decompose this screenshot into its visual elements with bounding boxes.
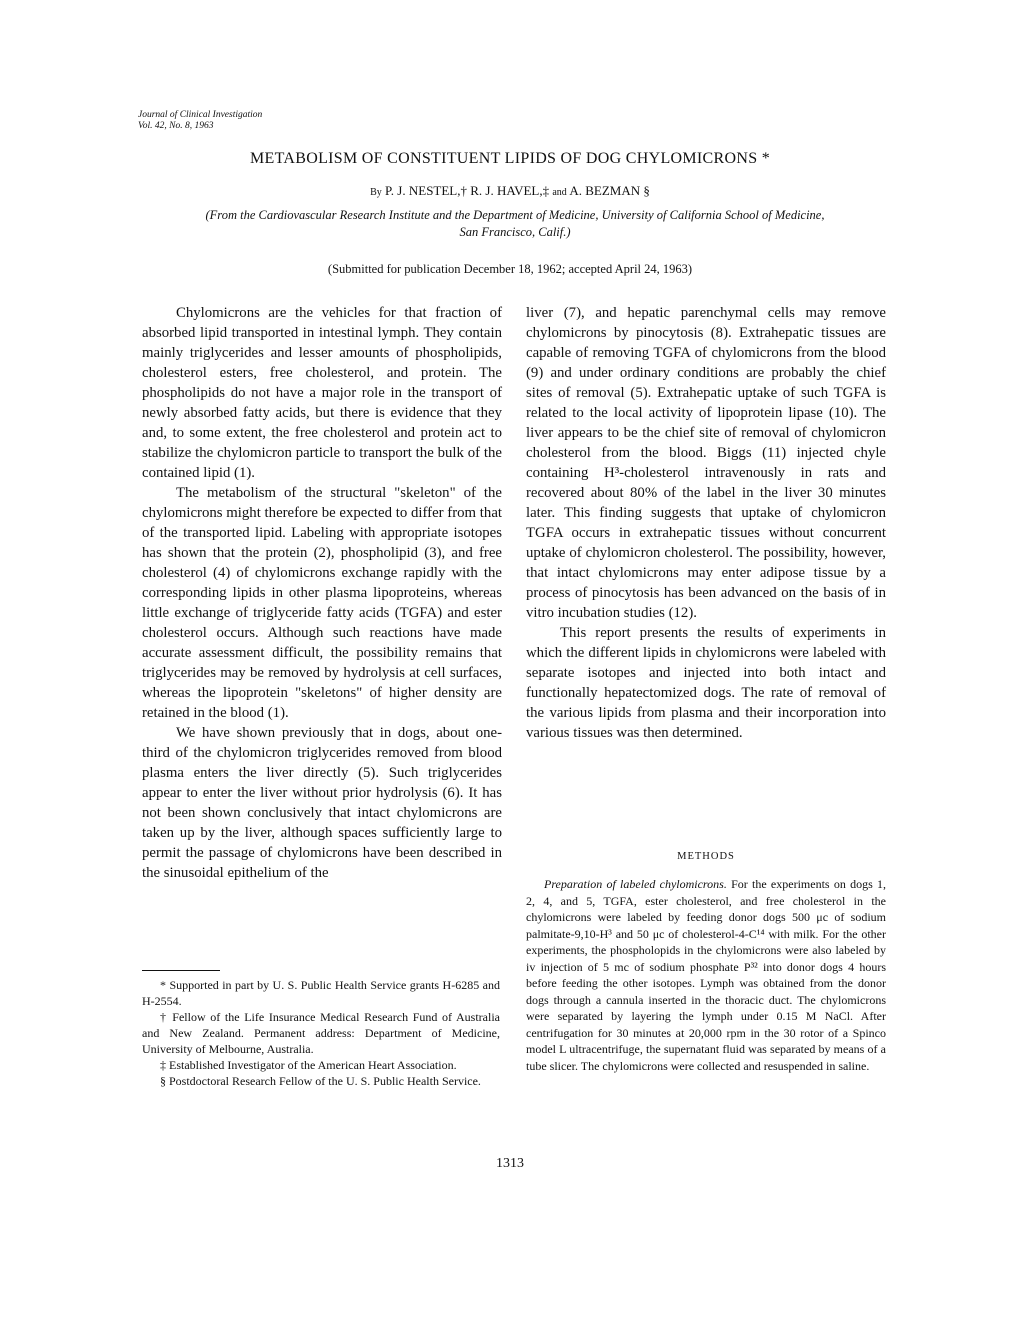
paragraph: This report presents the results of experiments in which the different lipids in chylomicrons were labeled with separate isotopes and injected into both intact and functionally hepatectomized dogs. The rate of removal of the various lipids from plasma and their incorporation into various tissues was then determined.	[526, 625, 886, 741]
journal-volume: Vol. 42, No. 8, 1963	[138, 121, 214, 131]
body-left-column	[142, 303, 502, 883]
footnote: † Fellow of the Life Insurance Medical Research Fund of Australia and New Zealand. Permanent address: Department of Medicine, University of Melbourne, Australia.	[142, 1010, 500, 1056]
byline-and: and	[552, 187, 567, 198]
methods-section	[526, 876, 886, 1074]
page-number: 1313	[496, 1156, 524, 1171]
methods-text: For the experiments on dogs 1, 2, 4, and 5, TGFA, ester cholesterol, and free cholesterol in the chylomicrons were labeled by feeding donor dogs 500 μc of sodium palmitate-9,10-H³ and 50 μc of cholesterol-4-C¹⁴ with milk. For the other experiments, the phospholopids in the chylomicrons were also labeled by iv injection of 5 mc of sodium phosphate P³² into donor dogs 4 hours before feeding the other isotopes. Lymph was obtained from the donor dogs through a cannula inserted in the thoracic duct. The chylomicrons were separated by layering the lymph under 0.15 M NaCl. After centrifugation for 30 minutes at 20,000 rpm in the 30 rotor of a Spinco model L ultracentrifuge, the supernatant fluid was separated by means of a tube slicer. The chylomicrons were collected and resuspended in saline.	[526, 877, 886, 1073]
submission-dates: (Submitted for publication December 18, 1962; accepted April 24, 1963)	[327, 262, 693, 276]
journal-header	[138, 110, 262, 132]
footnote: § Postdoctoral Research Fellow of the U. S. Public Health Service.	[160, 1074, 481, 1088]
paragraph: The metabolism of the structural "skeleton" of the chylomicrons might therefore be expected to differ from that of the transported lipid. Labeling with appropriate isotopes has shown that the protein (2), phospholipid (3), and free cholesterol (4) of chylomicrons exchange rapidly with the corresponding lipids in other plasma lipoproteins, whereas little exchange of triglyceride fatty acids (TGFA) and ester cholesterol occurs. Although such reactions have made accurate assessment difficult, the possibility remains that triglycerides may be removed by hydrolysis at cell surfaces, whereas the lipoprotein "skeletons" of higher density are retained in the blood (1).	[142, 485, 502, 721]
byline-by: By	[370, 187, 382, 198]
paragraph: liver (7), and hepatic parenchymal cells may remove chylomicrons by pinocytosis (8). Extrahepatic tissues are capable of removing TGFA of chylomicrons from the blood (9) and under ordinary conditions are probably the chief sites of removal (5). Extrahepatic uptake of such TGFA is related to the local activity of lipoprotein lipase (10). The liver appears to be the chief site of removal of chylomicron cholesterol from the blood. Biggs (11) injected chyle containing H³-cholesterol intravenously in rats and recovered about 80% of the label in the liver 30 minutes later. This finding suggests that uptake of chylomicron TGFA occurs in extrahepatic tissues without concurrent uptake of chylomicron cholesterol. The possibility, however, that intact chylomicrons may enter adipose tissue by a process of pinocytosis has been advanced on the basis of in vitro incubation studies (12).	[526, 305, 886, 621]
methods-paragraph	[526, 876, 886, 1074]
footnote: * Supported in part by U. S. Public Health Service grants H-6285 and H-2554.	[142, 978, 500, 1008]
author-havel: R. J. HAVEL,‡	[470, 183, 550, 198]
affiliation: (From the Cardiovascular Research Institute and the Department of Medicine, University of California School of Medicine, San Francisco, Calif.)	[205, 208, 825, 239]
methods-heading: METHODS	[677, 851, 735, 862]
author-byline	[0, 183, 1020, 199]
methods-runin-heading: Preparation of labeled chylomicrons.	[544, 877, 727, 891]
body-right-column	[526, 303, 886, 743]
paragraph: Chylomicrons are the vehicles for that fraction of absorbed lipid transported in intestinal lymph. They contain mainly triglycerides and lesser amounts of phospholipids, cholesterol esters, free cholesterol, and protein. The phospholipids do not have a major role in the transport of newly absorbed fatty acids, but there is evidence that they and, to some extent, the free cholesterol and protein act to stabilize the chylomicron particle to transport the bulk of the contained lipid (1).	[142, 305, 502, 481]
footnote-rule	[142, 970, 220, 971]
paragraph: We have shown previously that in dogs, about one-third of the chylomicron triglycerides removed from blood plasma enters the liver directly (5). Such triglycerides appear to enter the liver without prior hydrolysis (6). It has not been shown conclusively that intact chylomicrons are taken up by the liver, although spaces sufficiently large to permit the passage of chylomicrons have been described in the sinusoidal epithelium of the	[142, 725, 502, 881]
footnote: ‡ Established Investigator of the American Heart Association.	[160, 1058, 457, 1072]
author-nestel: P. J. NESTEL,†	[385, 183, 467, 198]
author-bezman: A. BEZMAN §	[569, 183, 650, 198]
journal-name: Journal of Clinical Investigation	[138, 110, 263, 120]
article-title: METABOLISM OF CONSTITUENT LIPIDS OF DOG CHYLOMICRONS *	[250, 150, 770, 167]
footnotes	[142, 977, 500, 1089]
